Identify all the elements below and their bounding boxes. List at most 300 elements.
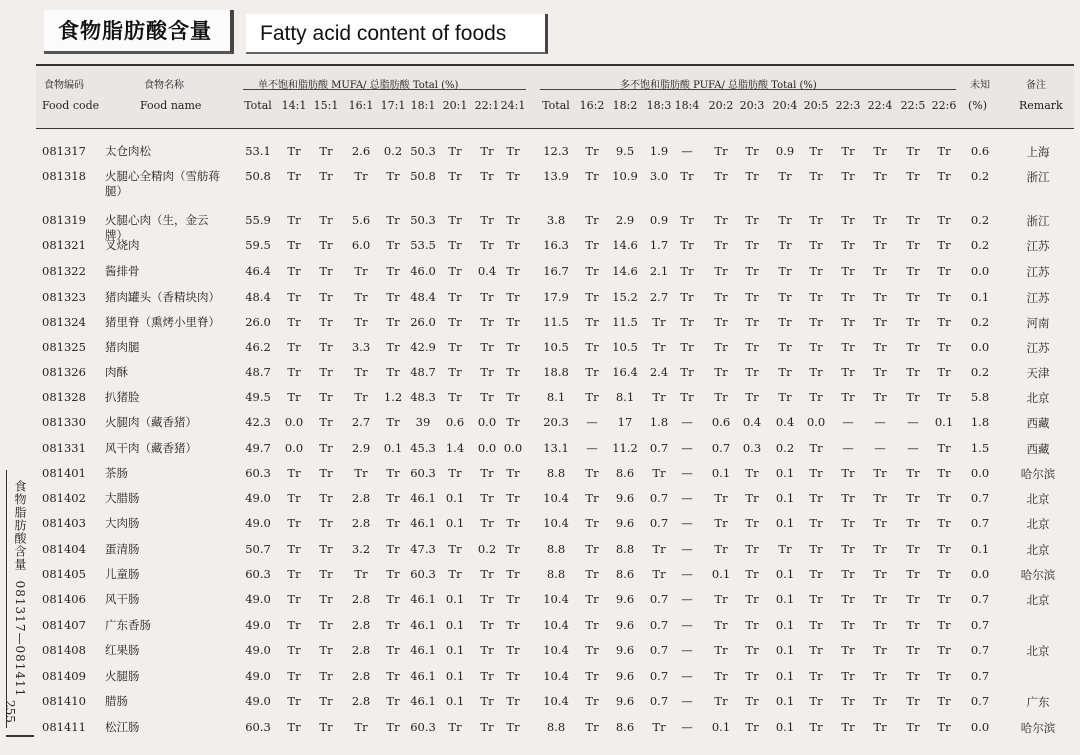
- value-cell: 49.0: [245, 516, 271, 530]
- remark-cell: 北京: [1026, 517, 1050, 531]
- unknown-cell: 0.1: [970, 290, 990, 304]
- value-cell: —: [874, 441, 886, 455]
- value-cell: 0.2: [383, 144, 403, 158]
- value-cell: Tr: [585, 315, 599, 329]
- unknown-cell: 0.7: [970, 592, 990, 606]
- value-cell: Tr: [319, 694, 333, 708]
- value-cell: 10.4: [543, 618, 569, 632]
- value-cell: 9.5: [615, 144, 635, 158]
- value-cell: Tr: [287, 144, 301, 158]
- value-cell: Tr: [287, 169, 301, 183]
- value-cell: 50.7: [245, 542, 271, 556]
- value-cell: Tr: [841, 466, 855, 480]
- value-cell: 46.1: [410, 643, 436, 657]
- remark-cell: 河南: [1026, 316, 1050, 330]
- value-cell: Tr: [386, 340, 400, 354]
- value-cell: 0.0: [477, 441, 497, 455]
- value-cell: Tr: [680, 315, 694, 329]
- unknown-cell: 0.2: [970, 315, 990, 329]
- value-cell: Tr: [809, 516, 823, 530]
- value-cell: Tr: [714, 340, 728, 354]
- value-cell: Tr: [873, 169, 887, 183]
- value-cell: 0.7: [649, 516, 669, 530]
- food-name-cell: 火腿心肉（生，金云牌）: [105, 213, 209, 242]
- value-cell: Tr: [841, 567, 855, 581]
- value-cell: Tr: [745, 264, 759, 278]
- value-cell: Tr: [778, 390, 792, 404]
- value-cell: 9.6: [615, 516, 635, 530]
- value-cell: 60.3: [245, 567, 271, 581]
- remark-cell: 上海: [1026, 145, 1050, 159]
- value-cell: —: [681, 567, 693, 581]
- value-cell: 17.9: [543, 290, 569, 304]
- value-cell: Tr: [906, 516, 920, 530]
- remark-cell: 西藏: [1026, 442, 1050, 456]
- value-cell: Tr: [841, 213, 855, 227]
- value-cell: Tr: [778, 169, 792, 183]
- value-cell: 0.0: [477, 415, 497, 429]
- value-cell: —: [907, 415, 919, 429]
- value-cell: Tr: [287, 315, 301, 329]
- value-cell: Tr: [652, 340, 666, 354]
- food-name-cell: 猪里脊（熏烤小里脊）: [105, 315, 220, 329]
- value-cell: Tr: [448, 238, 462, 252]
- value-cell: 59.5: [245, 238, 271, 252]
- value-cell: 0.0: [284, 441, 304, 455]
- value-cell: 50.8: [410, 169, 436, 183]
- value-cell: Tr: [745, 669, 759, 683]
- value-cell: Tr: [448, 365, 462, 379]
- value-cell: 0.1: [445, 643, 465, 657]
- value-cell: 3.3: [351, 340, 371, 354]
- value-cell: 50.3: [410, 144, 436, 158]
- value-cell: Tr: [585, 340, 599, 354]
- column-header: 20:1: [442, 99, 468, 112]
- remark-cell: 哈尔滨: [1020, 721, 1056, 735]
- remark-cell: 江苏: [1026, 265, 1050, 279]
- value-cell: 0.1: [775, 643, 795, 657]
- value-cell: 0.1: [711, 466, 731, 480]
- value-cell: Tr: [386, 213, 400, 227]
- unknown-header-cn: 未知: [970, 80, 990, 91]
- value-cell: Tr: [506, 213, 520, 227]
- remark-cell: 天津: [1026, 366, 1050, 380]
- value-cell: 0.1: [775, 516, 795, 530]
- value-cell: 0.2: [775, 441, 795, 455]
- value-cell: Tr: [778, 264, 792, 278]
- value-cell: Tr: [809, 694, 823, 708]
- value-cell: Tr: [714, 365, 728, 379]
- remark-header-cn: 备注: [1026, 80, 1046, 91]
- value-cell: 46.4: [245, 264, 271, 278]
- unknown-cell: 0.6: [970, 144, 990, 158]
- value-cell: 11.5: [612, 315, 638, 329]
- value-cell: Tr: [937, 169, 951, 183]
- value-cell: Tr: [714, 315, 728, 329]
- value-cell: Tr: [809, 144, 823, 158]
- value-cell: —: [681, 643, 693, 657]
- value-cell: 0.6: [711, 415, 731, 429]
- value-cell: Tr: [506, 542, 520, 556]
- value-cell: Tr: [745, 516, 759, 530]
- value-cell: Tr: [841, 169, 855, 183]
- value-cell: Tr: [386, 643, 400, 657]
- value-cell: Tr: [906, 144, 920, 158]
- value-cell: Tr: [906, 264, 920, 278]
- value-cell: Tr: [386, 516, 400, 530]
- food-name-cell: 叉烧肉: [105, 238, 140, 252]
- value-cell: 9.6: [615, 618, 635, 632]
- value-cell: Tr: [319, 315, 333, 329]
- value-cell: Tr: [714, 213, 728, 227]
- value-cell: Tr: [906, 618, 920, 632]
- value-cell: Tr: [319, 542, 333, 556]
- value-cell: Tr: [714, 516, 728, 530]
- value-cell: Tr: [319, 466, 333, 480]
- food-name-cell: 猪肉腿: [105, 340, 140, 354]
- unknown-cell: 0.2: [970, 238, 990, 252]
- value-cell: Tr: [873, 491, 887, 505]
- food-name-cell: 广东香肠: [105, 618, 151, 632]
- unknown-cell: 0.7: [970, 694, 990, 708]
- value-cell: 2.1: [649, 264, 669, 278]
- unknown-cell: 1.5: [970, 441, 990, 455]
- value-cell: Tr: [354, 720, 368, 734]
- value-cell: Tr: [287, 238, 301, 252]
- value-cell: —: [681, 415, 693, 429]
- value-cell: 8.1: [615, 390, 635, 404]
- value-cell: 46.1: [410, 618, 436, 632]
- value-cell: Tr: [506, 315, 520, 329]
- value-cell: 0.0: [806, 415, 826, 429]
- column-header: 20:5: [803, 99, 829, 112]
- value-cell: Tr: [841, 264, 855, 278]
- value-cell: Tr: [319, 643, 333, 657]
- value-cell: Tr: [506, 415, 520, 429]
- value-cell: Tr: [652, 390, 666, 404]
- food-code-cell: 081406: [42, 592, 86, 606]
- column-header: 18:1: [410, 99, 436, 112]
- value-cell: Tr: [585, 169, 599, 183]
- value-cell: Tr: [506, 669, 520, 683]
- value-cell: 0.1: [775, 592, 795, 606]
- unknown-cell: 0.7: [970, 643, 990, 657]
- value-cell: Tr: [448, 466, 462, 480]
- value-cell: 0.1: [711, 567, 731, 581]
- value-cell: Tr: [745, 694, 759, 708]
- value-cell: Tr: [480, 315, 494, 329]
- column-header: 16:1: [348, 99, 374, 112]
- sidebar-divider: [6, 470, 7, 728]
- value-cell: Tr: [652, 542, 666, 556]
- value-cell: 17: [617, 415, 633, 429]
- value-cell: Tr: [287, 669, 301, 683]
- value-cell: Tr: [680, 264, 694, 278]
- value-cell: Tr: [841, 491, 855, 505]
- value-cell: Tr: [585, 365, 599, 379]
- value-cell: 42.9: [410, 340, 436, 354]
- value-cell: 50.8: [245, 169, 271, 183]
- value-cell: —: [681, 618, 693, 632]
- value-cell: 2.6: [351, 144, 371, 158]
- value-cell: Tr: [778, 213, 792, 227]
- value-cell: Tr: [745, 592, 759, 606]
- value-cell: 0.7: [649, 669, 669, 683]
- remark-header-en: Remark: [1019, 99, 1063, 112]
- value-cell: Tr: [480, 290, 494, 304]
- unknown-cell: 0.0: [970, 466, 990, 480]
- food-name-cell: 茶肠: [105, 466, 128, 480]
- column-header: 18:2: [612, 99, 638, 112]
- value-cell: 42.3: [245, 415, 271, 429]
- value-cell: 0.7: [649, 618, 669, 632]
- mufa-group-header: 单不饱和脂肪酸 MUFA/ 总脂肪酸 Total (%): [258, 80, 459, 91]
- value-cell: 16.3: [543, 238, 569, 252]
- food-name-cell: 猪肉罐头（香精块肉）: [105, 290, 220, 304]
- food-name-cell: 大肉肠: [105, 516, 140, 530]
- value-cell: 10.4: [543, 592, 569, 606]
- column-header: 22:5: [900, 99, 926, 112]
- value-cell: 53.1: [245, 144, 271, 158]
- value-cell: 60.3: [245, 720, 271, 734]
- value-cell: 48.7: [410, 365, 436, 379]
- value-cell: 10.9: [612, 169, 638, 183]
- value-cell: 8.8: [546, 720, 566, 734]
- value-cell: Tr: [506, 340, 520, 354]
- remark-cell: 浙江: [1026, 170, 1050, 184]
- value-cell: Tr: [809, 542, 823, 556]
- value-cell: Tr: [937, 144, 951, 158]
- value-cell: Tr: [680, 169, 694, 183]
- value-cell: Tr: [680, 238, 694, 252]
- value-cell: 11.2: [612, 441, 638, 455]
- value-cell: 46.1: [410, 669, 436, 683]
- value-cell: Tr: [506, 643, 520, 657]
- sidebar-range: 081317—081411: [13, 580, 27, 698]
- remark-cell: 江苏: [1026, 341, 1050, 355]
- value-cell: Tr: [937, 290, 951, 304]
- value-cell: Tr: [745, 567, 759, 581]
- column-header: Total: [244, 99, 272, 112]
- value-cell: Tr: [585, 643, 599, 657]
- value-cell: Tr: [937, 365, 951, 379]
- value-cell: Tr: [386, 491, 400, 505]
- food-code-header-cn: 食物编码: [44, 80, 84, 91]
- value-cell: 46.2: [245, 340, 271, 354]
- unknown-cell: 1.8: [970, 415, 990, 429]
- value-cell: Tr: [480, 365, 494, 379]
- mufa-group-rule: [243, 89, 526, 90]
- value-cell: Tr: [937, 213, 951, 227]
- value-cell: Tr: [354, 290, 368, 304]
- food-code-cell: 081317: [42, 144, 86, 158]
- food-code-cell: 081324: [42, 315, 86, 329]
- value-cell: 46.1: [410, 491, 436, 505]
- value-cell: Tr: [841, 542, 855, 556]
- value-cell: Tr: [841, 144, 855, 158]
- column-header: 18:4: [674, 99, 700, 112]
- value-cell: Tr: [386, 592, 400, 606]
- value-cell: Tr: [809, 340, 823, 354]
- value-cell: Tr: [809, 567, 823, 581]
- value-cell: Tr: [873, 238, 887, 252]
- value-cell: Tr: [714, 643, 728, 657]
- value-cell: Tr: [585, 669, 599, 683]
- column-header: 20:4: [772, 99, 798, 112]
- value-cell: —: [681, 542, 693, 556]
- value-cell: 20.3: [543, 415, 569, 429]
- value-cell: 8.8: [546, 542, 566, 556]
- value-cell: Tr: [319, 238, 333, 252]
- value-cell: Tr: [745, 390, 759, 404]
- value-cell: Tr: [386, 264, 400, 278]
- value-cell: 0.1: [445, 516, 465, 530]
- value-cell: Tr: [714, 144, 728, 158]
- value-cell: 0.1: [711, 720, 731, 734]
- value-cell: Tr: [841, 643, 855, 657]
- unknown-cell: 0.2: [970, 169, 990, 183]
- value-cell: Tr: [937, 542, 951, 556]
- value-cell: Tr: [745, 213, 759, 227]
- value-cell: Tr: [585, 213, 599, 227]
- value-cell: Tr: [809, 592, 823, 606]
- value-cell: 8.6: [615, 567, 635, 581]
- column-header: 20:2: [708, 99, 734, 112]
- value-cell: Tr: [506, 238, 520, 252]
- value-cell: Tr: [506, 592, 520, 606]
- food-name-cell: 火腿肉（藏香猪）: [105, 415, 197, 429]
- food-code-cell: 081331: [42, 441, 86, 455]
- value-cell: Tr: [714, 390, 728, 404]
- value-cell: Tr: [841, 340, 855, 354]
- value-cell: 60.3: [410, 567, 436, 581]
- value-cell: 1.9: [649, 144, 669, 158]
- value-cell: Tr: [873, 466, 887, 480]
- food-code-cell: 081404: [42, 542, 86, 556]
- food-code-cell: 081408: [42, 643, 86, 657]
- value-cell: Tr: [480, 694, 494, 708]
- value-cell: Tr: [906, 694, 920, 708]
- value-cell: Tr: [745, 491, 759, 505]
- value-cell: Tr: [480, 516, 494, 530]
- value-cell: 1.4: [445, 441, 465, 455]
- value-cell: Tr: [506, 264, 520, 278]
- value-cell: 0.1: [445, 592, 465, 606]
- value-cell: 2.8: [351, 643, 371, 657]
- value-cell: Tr: [809, 365, 823, 379]
- food-code-cell: 081411: [42, 720, 86, 734]
- value-cell: Tr: [778, 365, 792, 379]
- value-cell: Tr: [480, 669, 494, 683]
- value-cell: 8.6: [615, 466, 635, 480]
- value-cell: 49.0: [245, 618, 271, 632]
- value-cell: 0.4: [477, 264, 497, 278]
- value-cell: Tr: [652, 315, 666, 329]
- value-cell: Tr: [354, 264, 368, 278]
- value-cell: Tr: [873, 567, 887, 581]
- column-header: 24:1: [500, 99, 526, 112]
- value-cell: Tr: [480, 592, 494, 606]
- pufa-group-header: 多不饱和脂肪酸 PUFA/ 总脂肪酸 Total (%): [620, 80, 817, 91]
- value-cell: 12.3: [543, 144, 569, 158]
- value-cell: Tr: [873, 340, 887, 354]
- value-cell: Tr: [745, 169, 759, 183]
- value-cell: Tr: [778, 238, 792, 252]
- value-cell: Tr: [809, 238, 823, 252]
- value-cell: Tr: [585, 592, 599, 606]
- value-cell: Tr: [906, 340, 920, 354]
- value-cell: Tr: [480, 213, 494, 227]
- unknown-cell: 0.7: [970, 516, 990, 530]
- value-cell: Tr: [287, 694, 301, 708]
- value-cell: 60.3: [245, 466, 271, 480]
- unknown-cell: 0.0: [970, 264, 990, 278]
- value-cell: Tr: [319, 290, 333, 304]
- value-cell: 50.3: [410, 213, 436, 227]
- value-cell: Tr: [937, 340, 951, 354]
- column-header: 22:3: [835, 99, 861, 112]
- value-cell: Tr: [937, 466, 951, 480]
- value-cell: Tr: [287, 567, 301, 581]
- value-cell: 10.5: [612, 340, 638, 354]
- value-cell: 0.7: [649, 694, 669, 708]
- value-cell: Tr: [937, 264, 951, 278]
- value-cell: —: [586, 415, 598, 429]
- food-code-header-en: Food code: [42, 99, 100, 112]
- value-cell: 14.6: [612, 264, 638, 278]
- value-cell: Tr: [809, 264, 823, 278]
- remark-cell: 北京: [1026, 391, 1050, 405]
- value-cell: 9.6: [615, 669, 635, 683]
- value-cell: 49.0: [245, 669, 271, 683]
- value-cell: Tr: [287, 365, 301, 379]
- value-cell: Tr: [319, 567, 333, 581]
- value-cell: 0.0: [503, 441, 523, 455]
- value-cell: Tr: [319, 618, 333, 632]
- value-cell: 13.1: [543, 441, 569, 455]
- value-cell: Tr: [809, 491, 823, 505]
- food-name-header-en: Food name: [140, 99, 202, 112]
- value-cell: Tr: [937, 694, 951, 708]
- value-cell: 14.6: [612, 238, 638, 252]
- value-cell: Tr: [585, 264, 599, 278]
- value-cell: Tr: [841, 694, 855, 708]
- value-cell: Tr: [745, 365, 759, 379]
- value-cell: 5.6: [351, 213, 371, 227]
- value-cell: Tr: [714, 542, 728, 556]
- value-cell: 49.5: [245, 390, 271, 404]
- food-code-cell: 081409: [42, 669, 86, 683]
- value-cell: —: [681, 441, 693, 455]
- value-cell: 8.8: [546, 466, 566, 480]
- page-title-english: Fatty acid content of foods: [246, 14, 548, 54]
- value-cell: 2.9: [351, 441, 371, 455]
- value-cell: 0.1: [445, 694, 465, 708]
- value-cell: 10.4: [543, 516, 569, 530]
- value-cell: 10.4: [543, 491, 569, 505]
- value-cell: 49.0: [245, 694, 271, 708]
- value-cell: Tr: [354, 315, 368, 329]
- value-cell: Tr: [319, 365, 333, 379]
- value-cell: Tr: [906, 567, 920, 581]
- food-name-cell: 风干肠: [105, 592, 140, 606]
- value-cell: 2.9: [615, 213, 635, 227]
- value-cell: —: [907, 441, 919, 455]
- column-header: 18:3: [646, 99, 672, 112]
- food-code-cell: 081410: [42, 694, 86, 708]
- value-cell: Tr: [745, 315, 759, 329]
- value-cell: Tr: [448, 315, 462, 329]
